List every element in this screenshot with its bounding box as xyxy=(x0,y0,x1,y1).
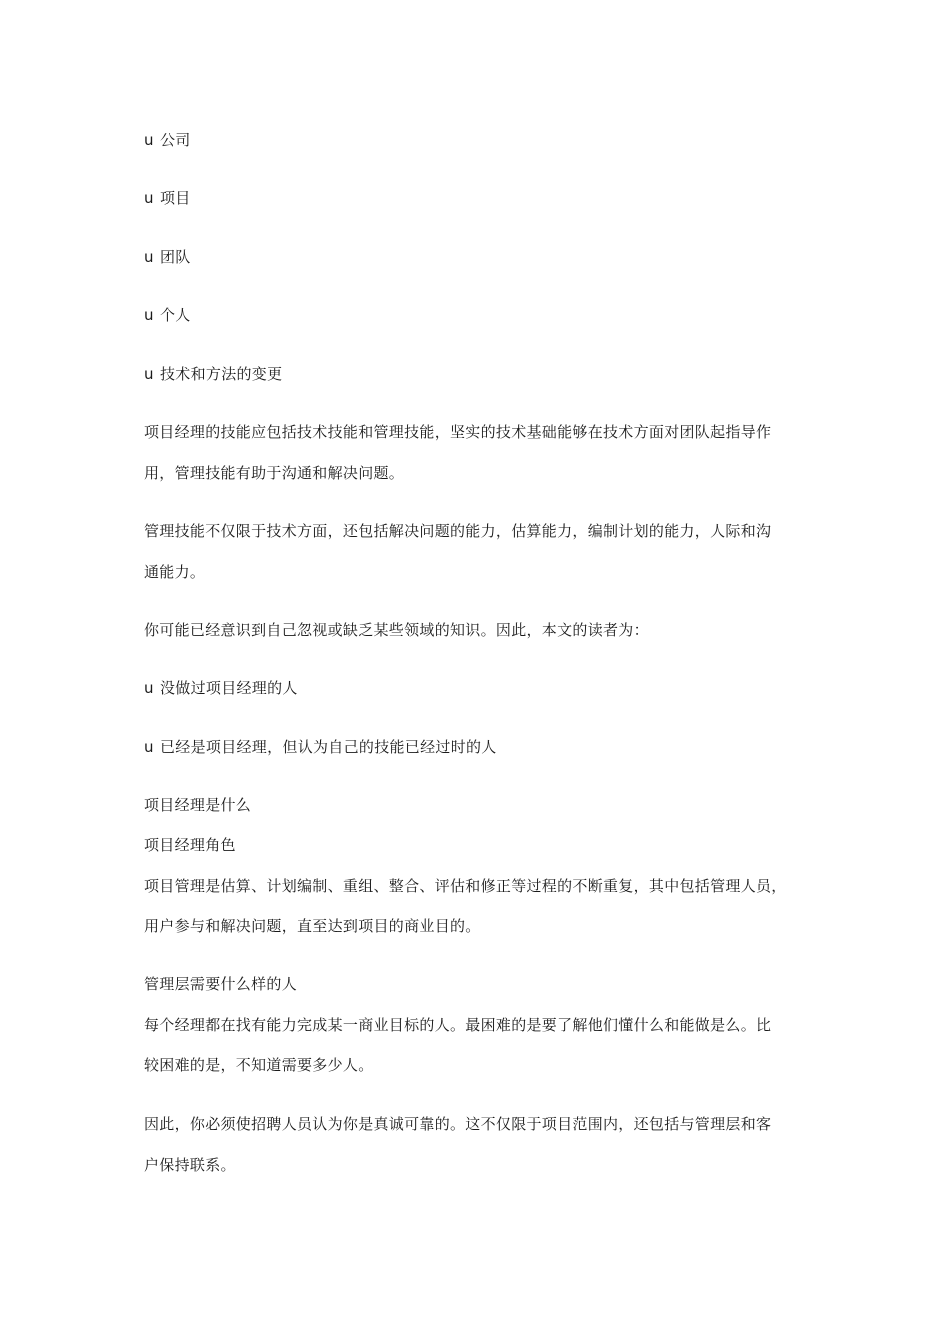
bullet-item-existing-pm xyxy=(144,737,497,757)
paragraph-skills-line-2: 用，管理技能有助于沟通和解决问题。 xyxy=(144,464,405,482)
paragraph-project-management-line-1: 项目管理是估算、计划编制、重组、整合、评估和修正等过程的不断重复，其中包括管理人员， xyxy=(144,877,787,895)
bullet-marker: u xyxy=(144,131,154,149)
bullet-item-individual xyxy=(144,305,191,325)
bullet-marker: u xyxy=(144,189,154,207)
paragraph-recruiters-line-1: 因此，你必须使招聘人员认为你是真诚可靠的。这不仅限于项目范围内，还包括与管理层和客 xyxy=(144,1115,772,1133)
paragraph-managers-line-1: 每个经理都在找有能力完成某一商业目标的人。最困难的是要了解他们懂什么和能做是么。比 xyxy=(144,1016,772,1034)
bullet-text: 没做过项目经理的人 xyxy=(160,679,298,697)
paragraph-project-management-line-2: 用户参与和解决问题，直至达到项目的商业目的。 xyxy=(144,917,481,935)
bullet-marker: u xyxy=(144,738,154,756)
heading-management-needs: 管理层需要什么样的人 xyxy=(144,975,298,993)
bullet-marker: u xyxy=(144,679,154,697)
bullet-marker: u xyxy=(144,248,154,266)
bullet-item-new-pm xyxy=(144,678,298,698)
paragraph-management-line-2: 通能力。 xyxy=(144,563,206,581)
bullet-item-project xyxy=(144,188,191,208)
bullet-text: 已经是项目经理，但认为自己的技能已经过时的人 xyxy=(160,738,497,756)
paragraph-readers: 你可能已经意识到自己忽视或缺乏某些领域的知识。因此，本文的读者为： xyxy=(144,621,649,639)
bullet-text: 项目 xyxy=(160,189,191,207)
bullet-marker: u xyxy=(144,306,154,324)
bullet-text: 团队 xyxy=(160,248,191,266)
bullet-marker: u xyxy=(144,365,154,383)
heading-what-is-pm: 项目经理是什么 xyxy=(144,796,252,814)
bullet-item-tech-change xyxy=(144,364,282,384)
paragraph-management-line-1: 管理技能不仅限于技术方面，还包括解决问题的能力，估算能力，编制计划的能力，人际和沟 xyxy=(144,522,772,540)
paragraph-managers-line-2: 较困难的是，不知道需要多少人。 xyxy=(144,1056,374,1074)
bullet-text: 个人 xyxy=(160,306,191,324)
bullet-item-company xyxy=(144,130,191,150)
paragraph-recruiters-line-2: 户保持联系。 xyxy=(144,1156,236,1174)
bullet-text: 公司 xyxy=(160,131,191,149)
paragraph-skills-line-1: 项目经理的技能应包括技术技能和管理技能，坚实的技术基础能够在技术方面对团队起指导作 xyxy=(144,423,772,441)
bullet-item-team xyxy=(144,247,191,267)
bullet-text: 技术和方法的变更 xyxy=(160,365,283,383)
heading-pm-role: 项目经理角色 xyxy=(144,836,236,854)
